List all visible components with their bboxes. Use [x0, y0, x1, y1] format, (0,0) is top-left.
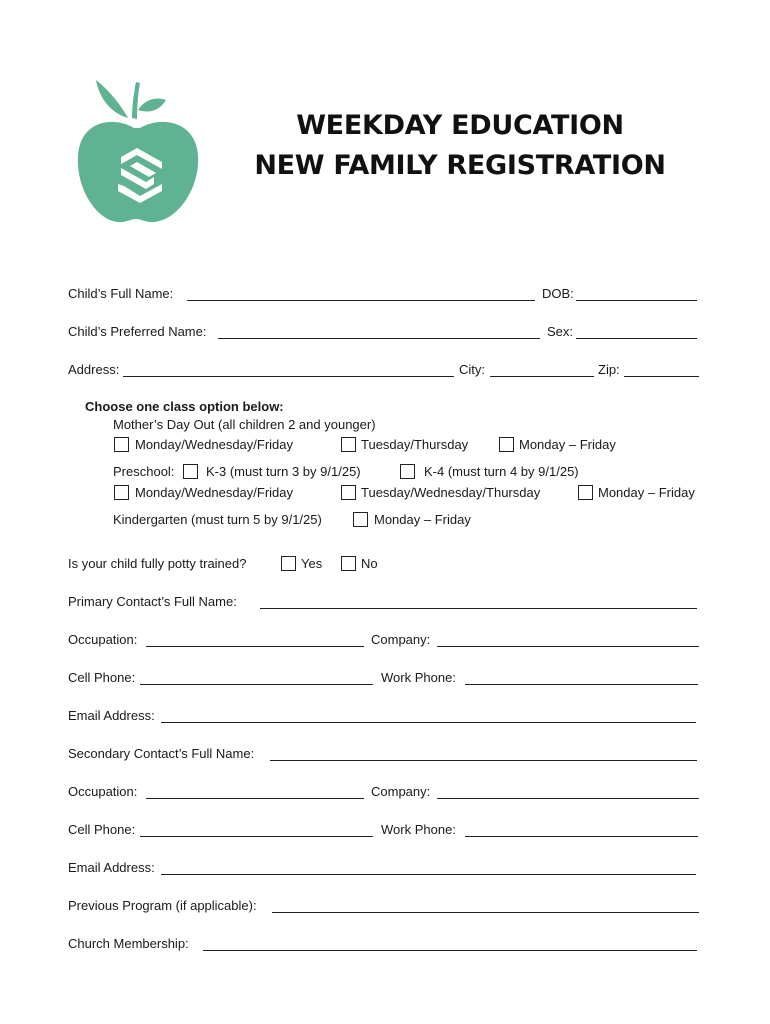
preschool-twth-label: Tuesday/Wednesday/Thursday: [361, 485, 541, 500]
preschool-label: Preschool:: [113, 464, 175, 479]
kindergarten-mf-label: Monday – Friday: [374, 512, 471, 527]
child-full-name-label: Child’s Full Name:: [68, 286, 174, 301]
primary-name-label: Primary Contact’s Full Name:: [68, 594, 237, 609]
primary-occupation-label: Occupation:: [68, 632, 138, 647]
apple-leaf-right-icon: [138, 98, 166, 111]
church-membership-field[interactable]: [203, 950, 697, 951]
title-line-2: NEW FAMILY REGISTRATION: [254, 150, 666, 181]
primary-company-label: Company:: [371, 632, 431, 647]
city-label: City:: [459, 362, 485, 377]
preschool-mf-checkbox[interactable]: [578, 485, 593, 500]
dob-field[interactable]: [576, 300, 697, 301]
preschool-mf-label: Monday – Friday: [598, 485, 695, 500]
kindergarten-mf-checkbox[interactable]: [353, 512, 368, 527]
child-full-name-field[interactable]: [187, 300, 535, 301]
mdo-tth-label: Tuesday/Thursday: [361, 437, 469, 452]
zip-label: Zip:: [598, 362, 620, 377]
preferred-name-label: Child’s Preferred Name:: [68, 324, 207, 339]
address-label: Address:: [68, 362, 120, 377]
mdo-mwf-checkbox[interactable]: [114, 437, 129, 452]
class-options-heading: Choose one class option below:: [85, 399, 284, 414]
secondary-name-field[interactable]: [270, 760, 697, 761]
apple-leaf-left-icon: [96, 80, 128, 118]
potty-no-label: No: [361, 556, 378, 571]
secondary-cell-field[interactable]: [140, 836, 373, 837]
mdo-mf-checkbox[interactable]: [499, 437, 514, 452]
mdo-label: Mother’s Day Out (all children 2 and younger): [113, 417, 376, 432]
secondary-occupation-label: Occupation:: [68, 784, 138, 799]
preferred-name-field[interactable]: [218, 338, 540, 339]
secondary-name-label: Secondary Contact’s Full Name:: [68, 746, 255, 761]
primary-name-field[interactable]: [260, 608, 697, 609]
sex-field[interactable]: [576, 338, 697, 339]
primary-cell-field[interactable]: [140, 684, 373, 685]
potty-question: Is your child fully potty trained?: [68, 556, 247, 571]
primary-work-label: Work Phone:: [381, 670, 456, 685]
previous-program-label: Previous Program (if applicable):: [68, 898, 257, 913]
mdo-mwf-label: Monday/Wednesday/Friday: [135, 437, 294, 452]
potty-yes-checkbox[interactable]: [281, 556, 296, 571]
secondary-work-label: Work Phone:: [381, 822, 456, 837]
primary-cell-label: Cell Phone:: [68, 670, 136, 685]
title-line-1: WEEKDAY EDUCATION: [296, 110, 624, 141]
apple-stem-icon: [132, 82, 140, 119]
secondary-company-label: Company:: [371, 784, 431, 799]
preschool-mwf-label: Monday/Wednesday/Friday: [135, 485, 294, 500]
secondary-company-field[interactable]: [437, 798, 699, 799]
primary-company-field[interactable]: [437, 646, 699, 647]
secondary-email-label: Email Address:: [68, 860, 155, 875]
potty-yes-label: Yes: [301, 556, 323, 571]
previous-program-field[interactable]: [272, 912, 699, 913]
secondary-email-field[interactable]: [161, 874, 696, 875]
preschool-mwf-checkbox[interactable]: [114, 485, 129, 500]
k4-label: K-4 (must turn 4 by 9/1/25): [424, 464, 579, 479]
mdo-tth-checkbox[interactable]: [341, 437, 356, 452]
primary-email-field[interactable]: [161, 722, 696, 723]
zip-field[interactable]: [624, 376, 699, 377]
apple-logo: [74, 76, 206, 226]
k3-label: K-3 (must turn 3 by 9/1/25): [206, 464, 361, 479]
primary-email-label: Email Address:: [68, 708, 155, 723]
potty-no-checkbox[interactable]: [341, 556, 356, 571]
primary-work-field[interactable]: [465, 684, 698, 685]
secondary-occupation-field[interactable]: [146, 798, 364, 799]
dob-label: DOB:: [542, 286, 574, 301]
apple-body-icon: [78, 122, 198, 222]
address-field[interactable]: [123, 376, 454, 377]
primary-occupation-field[interactable]: [146, 646, 364, 647]
k3-checkbox[interactable]: [183, 464, 198, 479]
secondary-work-field[interactable]: [465, 836, 698, 837]
secondary-cell-label: Cell Phone:: [68, 822, 136, 837]
church-membership-label: Church Membership:: [68, 936, 189, 951]
mdo-mf-label: Monday – Friday: [519, 437, 616, 452]
k4-checkbox[interactable]: [400, 464, 415, 479]
city-field[interactable]: [490, 376, 594, 377]
kindergarten-label: Kindergarten (must turn 5 by 9/1/25): [113, 512, 322, 527]
preschool-twth-checkbox[interactable]: [341, 485, 356, 500]
sex-label: Sex:: [547, 324, 574, 339]
